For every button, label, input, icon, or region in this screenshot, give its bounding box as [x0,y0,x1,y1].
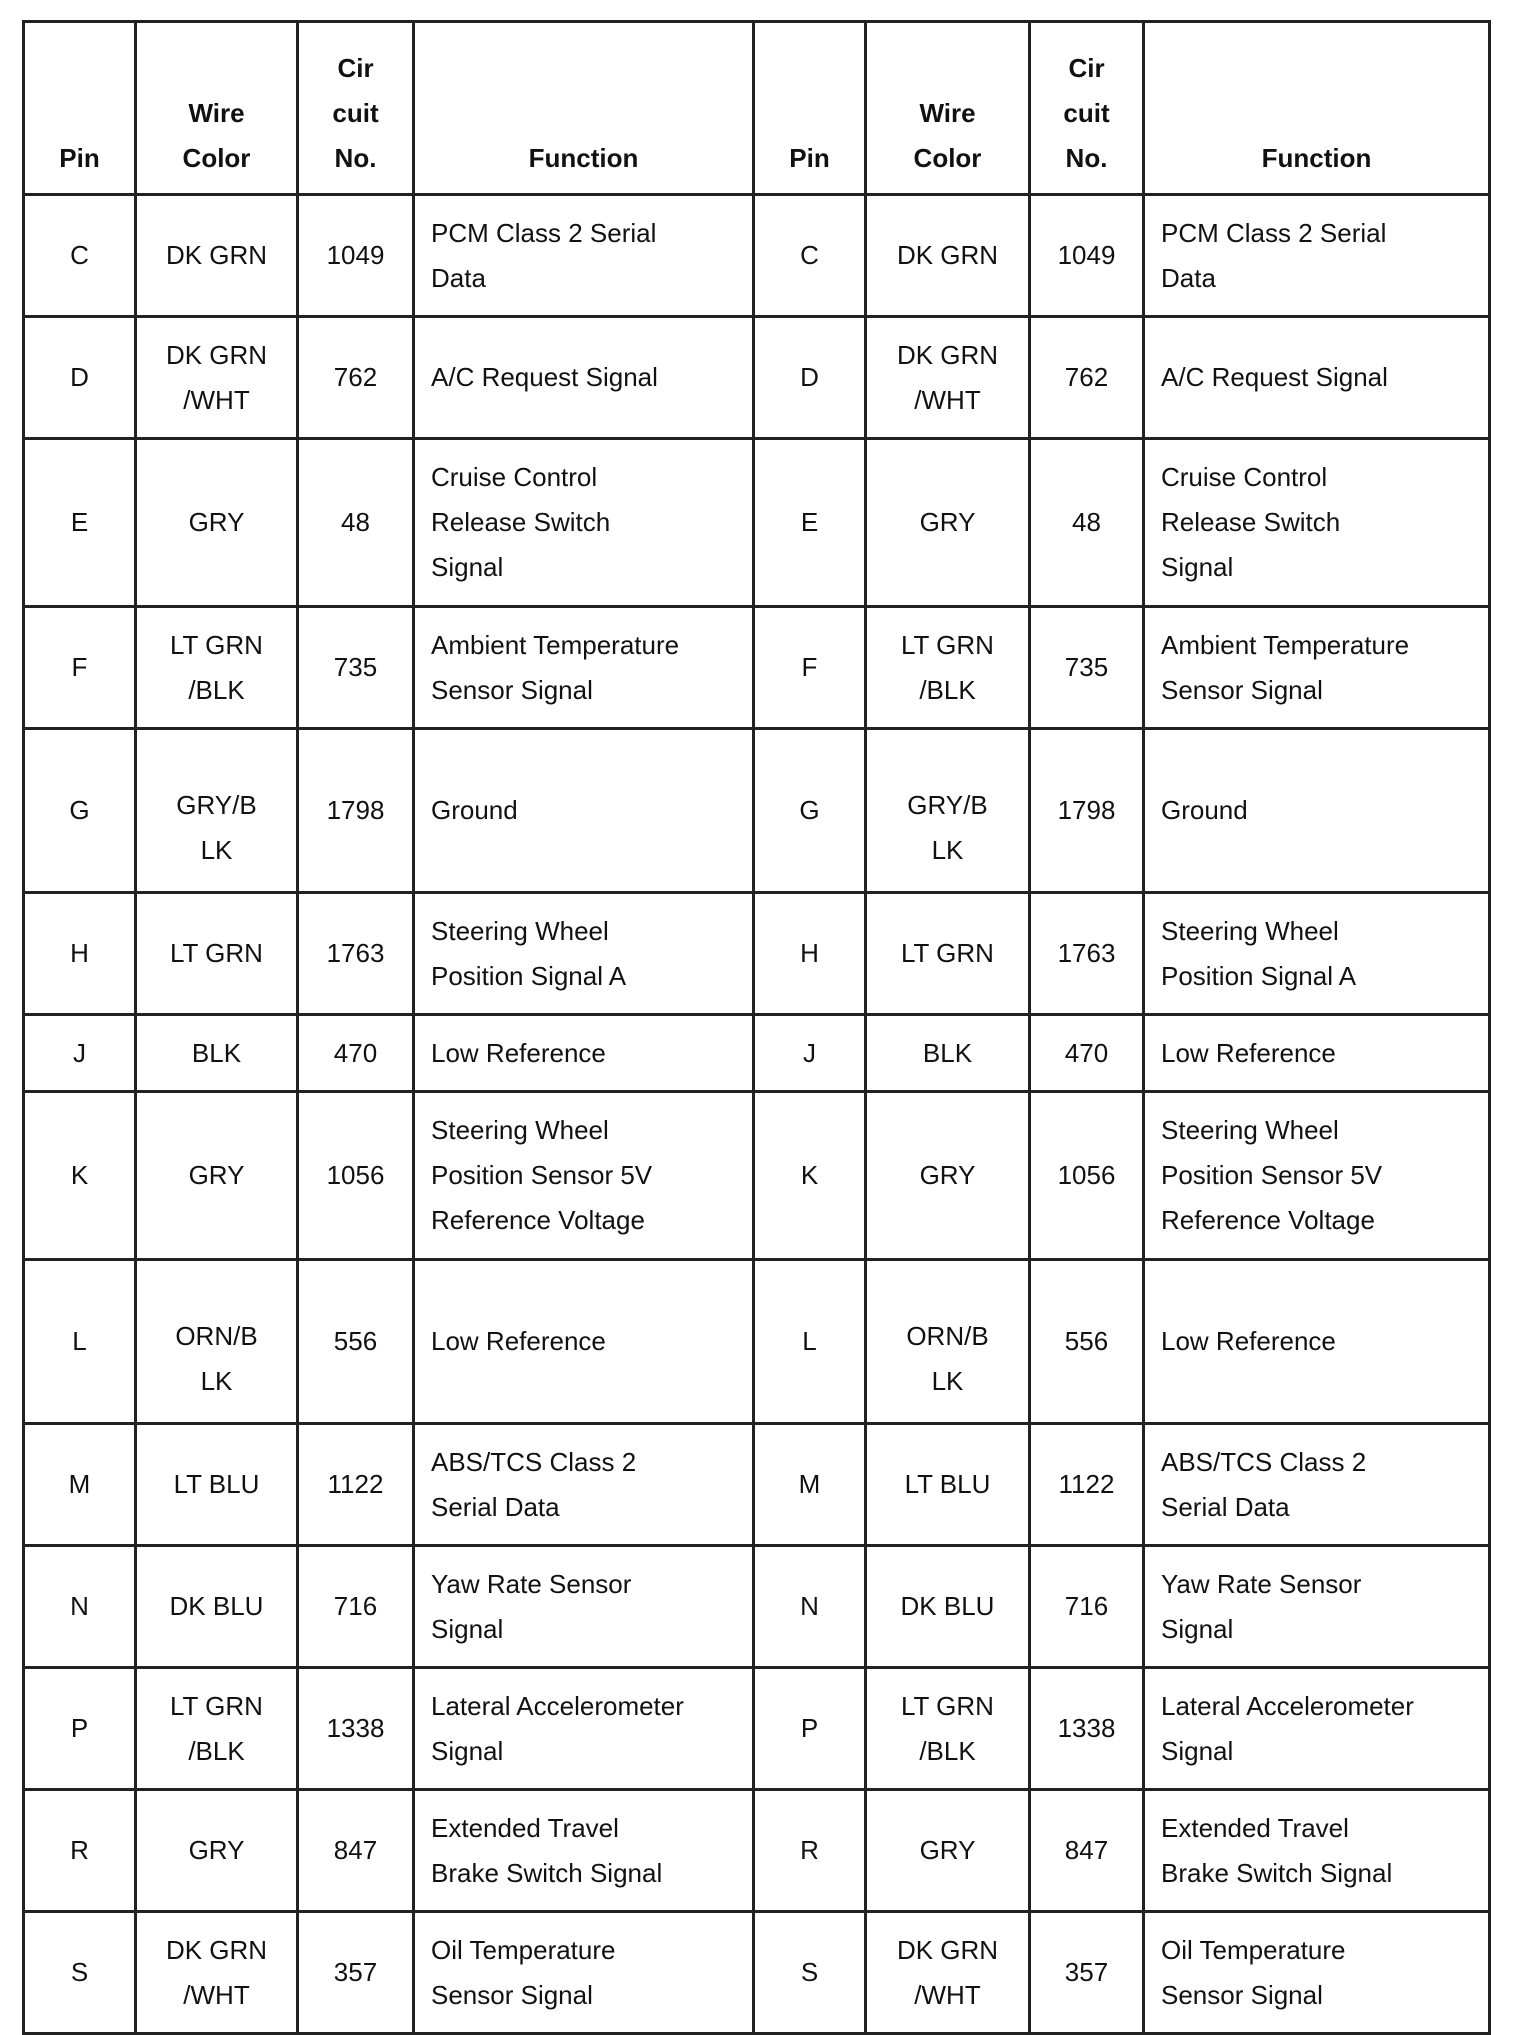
circuit-cell: 1798 [1030,729,1144,893]
wire-color-cell: ORN/B LK [866,1260,1030,1424]
header-wire-color: Wire Color [136,22,298,195]
header-function: Function [414,22,754,195]
wire-color-cell: DK GRN /WHT [866,317,1030,439]
pin-cell: S [24,1912,136,2034]
circuit-cell: 762 [1030,317,1144,439]
function-cell: Low Reference [1144,1015,1490,1092]
function-cell: ABS/TCS Class 2 Serial Data [414,1424,754,1546]
circuit-cell: 847 [298,1790,414,1912]
circuit-cell: 1763 [1030,893,1144,1015]
circuit-cell: 847 [1030,1790,1144,1912]
function-cell: Steering Wheel Position Sensor 5V Reference Voltage [1144,1092,1490,1260]
pin-cell: E [24,439,136,607]
wire-color-cell: GRY [866,439,1030,607]
circuit-cell: 716 [1030,1546,1144,1668]
circuit-cell: 357 [1030,1912,1144,2034]
connector-pinout-table [22,20,1491,2035]
function-cell: Ground [414,729,754,893]
wire-color-cell: GRY [136,1790,298,1912]
table-row [24,439,1490,607]
pin-cell: K [24,1092,136,1260]
wire-color-cell: LT BLU [866,1424,1030,1546]
wire-color-cell: GRY [136,439,298,607]
header-pin: Pin [754,22,866,195]
circuit-cell: 556 [298,1260,414,1424]
table-row [24,607,1490,729]
pin-cell: P [754,1668,866,1790]
wire-color-cell: GRY/B LK [136,729,298,893]
circuit-cell: 470 [1030,1015,1144,1092]
pin-cell: F [24,607,136,729]
function-cell: Steering Wheel Position Signal A [414,893,754,1015]
table-row [24,1260,1490,1424]
pin-cell: M [24,1424,136,1546]
pin-cell: E [754,439,866,607]
wire-color-cell: LT GRN /BLK [866,607,1030,729]
wire-color-cell: DK GRN /WHT [136,1912,298,2034]
table-row [24,195,1490,317]
wire-color-cell: DK GRN [136,195,298,317]
circuit-cell: 1049 [1030,195,1144,317]
function-cell: Low Reference [1144,1260,1490,1424]
pin-cell: D [24,317,136,439]
circuit-cell: 470 [298,1015,414,1092]
table-row [24,893,1490,1015]
wire-color-cell: BLK [866,1015,1030,1092]
function-cell: Oil Temperature Sensor Signal [414,1912,754,2034]
wire-color-cell: LT GRN [136,893,298,1015]
function-cell: Ambient Temperature Sensor Signal [1144,607,1490,729]
function-cell: Ground [1144,729,1490,893]
function-cell: Steering Wheel Position Sensor 5V Reference Voltage [414,1092,754,1260]
function-cell: A/C Request Signal [1144,317,1490,439]
function-cell: Oil Temperature Sensor Signal [1144,1912,1490,2034]
function-cell: Lateral Accelerometer Signal [414,1668,754,1790]
circuit-cell: 1122 [1030,1424,1144,1546]
function-cell: Low Reference [414,1015,754,1092]
function-cell: Yaw Rate Sensor Signal [414,1546,754,1668]
table-row [24,729,1490,893]
header-pin: Pin [24,22,136,195]
header-circuit-no: Cir cuit No. [298,22,414,195]
table-row [24,1424,1490,1546]
pin-cell: H [754,893,866,1015]
function-cell: A/C Request Signal [414,317,754,439]
circuit-cell: 1338 [298,1668,414,1790]
function-cell: Extended Travel Brake Switch Signal [414,1790,754,1912]
circuit-cell: 1056 [1030,1092,1144,1260]
table-row [24,1912,1490,2034]
circuit-cell: 1338 [1030,1668,1144,1790]
pin-cell: G [754,729,866,893]
pin-cell: S [754,1912,866,2034]
wire-color-cell: LT GRN /BLK [136,1668,298,1790]
function-cell: Yaw Rate Sensor Signal [1144,1546,1490,1668]
pin-cell: N [24,1546,136,1668]
table-row [24,1015,1490,1092]
pin-cell: J [24,1015,136,1092]
function-cell: Cruise Control Release Switch Signal [1144,439,1490,607]
table-row [24,1668,1490,1790]
wire-color-cell: GRY [136,1092,298,1260]
pin-cell: C [24,195,136,317]
wire-color-cell: LT GRN [866,893,1030,1015]
table-row [24,1092,1490,1260]
pin-cell: D [754,317,866,439]
table-row [24,317,1490,439]
header-wire-color: Wire Color [866,22,1030,195]
wire-color-cell: LT BLU [136,1424,298,1546]
pin-cell: H [24,893,136,1015]
wire-color-cell: LT GRN /BLK [866,1668,1030,1790]
wire-color-cell: DK GRN /WHT [866,1912,1030,2034]
pin-cell: L [24,1260,136,1424]
function-cell: Cruise Control Release Switch Signal [414,439,754,607]
function-cell: Ambient Temperature Sensor Signal [414,607,754,729]
function-cell: ABS/TCS Class 2 Serial Data [1144,1424,1490,1546]
pin-cell: F [754,607,866,729]
pin-cell: R [754,1790,866,1912]
pin-cell: R [24,1790,136,1912]
pin-cell: G [24,729,136,893]
circuit-cell: 1049 [298,195,414,317]
circuit-cell: 1056 [298,1092,414,1260]
function-cell: Extended Travel Brake Switch Signal [1144,1790,1490,1912]
circuit-cell: 1122 [298,1424,414,1546]
circuit-cell: 735 [1030,607,1144,729]
pin-cell: K [754,1092,866,1260]
function-cell: PCM Class 2 Serial Data [1144,195,1490,317]
pin-cell: L [754,1260,866,1424]
circuit-cell: 1798 [298,729,414,893]
circuit-cell: 357 [298,1912,414,2034]
pin-cell: J [754,1015,866,1092]
header-function: Function [1144,22,1490,195]
pin-cell: M [754,1424,866,1546]
wire-color-cell: GRY/B LK [866,729,1030,893]
pin-cell: P [24,1668,136,1790]
circuit-cell: 48 [298,439,414,607]
pin-cell: C [754,195,866,317]
wire-color-cell: DK BLU [866,1546,1030,1668]
wire-color-cell: GRY [866,1092,1030,1260]
circuit-cell: 762 [298,317,414,439]
pin-cell: N [754,1546,866,1668]
wire-color-cell: ORN/B LK [136,1260,298,1424]
wire-color-cell: DK GRN /WHT [136,317,298,439]
wire-color-cell: GRY [866,1790,1030,1912]
circuit-cell: 716 [298,1546,414,1668]
function-cell: Low Reference [414,1260,754,1424]
header-row [24,22,1490,195]
circuit-cell: 48 [1030,439,1144,607]
circuit-cell: 1763 [298,893,414,1015]
circuit-cell: 556 [1030,1260,1144,1424]
connector-pinout-table-wrapper [22,20,1488,2035]
function-cell: PCM Class 2 Serial Data [414,195,754,317]
table-row [24,1546,1490,1668]
function-cell: Steering Wheel Position Signal A [1144,893,1490,1015]
wire-color-cell: BLK [136,1015,298,1092]
function-cell: Lateral Accelerometer Signal [1144,1668,1490,1790]
header-circuit-no: Cir cuit No. [1030,22,1144,195]
circuit-cell: 735 [298,607,414,729]
wire-color-cell: DK BLU [136,1546,298,1668]
wire-color-cell: LT GRN /BLK [136,607,298,729]
wire-color-cell: DK GRN [866,195,1030,317]
table-row [24,1790,1490,1912]
